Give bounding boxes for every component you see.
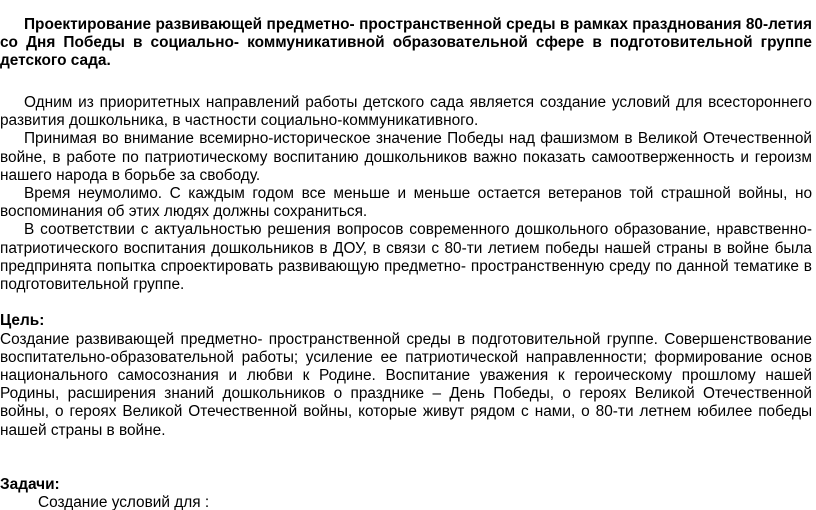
tasks-heading: Задачи: — [0, 476, 60, 494]
paragraph-intro: Одним из приоритетных направлений работы детского сада является создание условий для всестороннего развития дошкольника, в частности социально-коммуникативного. — [0, 94, 812, 130]
paragraph-time: Время неумолимо. С каждым годом все меньше и меньше остается ветеранов той страшной войны, но воспоминания об этих людях должны сохраниться. — [0, 185, 812, 221]
document-title: Проектирование развивающей предметно- пространственной среды в рамках празднования 80-летия со Дня Победы в социально- коммуникативной образовательной сфере в подготовительной группе детского сада. — [0, 16, 812, 70]
goal-text: Создание развивающей предметно- пространственной среды в подготовительной группе. Совершенствование воспитательно-образовательной работы; усиление ее патриотической направленности; формирование основ национального самосознания и любви к Родине. Воспитание уважения к героическому прошлому нашей Родины, расширения знаний дошкольников о празднике – День Победы, о героях Великой Отечественной войны, о героях Великой Отечественной войны, которые живут рядом с нами, о 80-ти летнем юбилее победы нашей страны в войне. — [0, 330, 812, 439]
paragraph-relevance: В соответствии с актуальностью решения вопросов современного дошкольного образование, нравственно-патриотического воспитания дошкольников в ДОУ, в связи с 80-ти летием победы нашей страны в войне была предпринята попытка спроектировать развивающую предметно- пространственную среду по данной тематике в подготовительной группе. — [0, 221, 812, 294]
paragraph-victory-significance: Принимая во внимание всемирно-историческое значение Победы над фашизмом в Великой Отечественной войне, в работе по патриотическому воспитанию дошкольников важно показать самоотверженность и героизм нашего народа в борьбе за свободу. — [0, 130, 812, 184]
blank-line — [0, 294, 812, 312]
tasks-first-item: Создание условий для : — [38, 494, 210, 510]
blank-line — [0, 458, 812, 476]
goal-heading: Цель: — [0, 312, 45, 330]
document-body — [0, 94, 812, 510]
blank-line — [0, 440, 812, 458]
